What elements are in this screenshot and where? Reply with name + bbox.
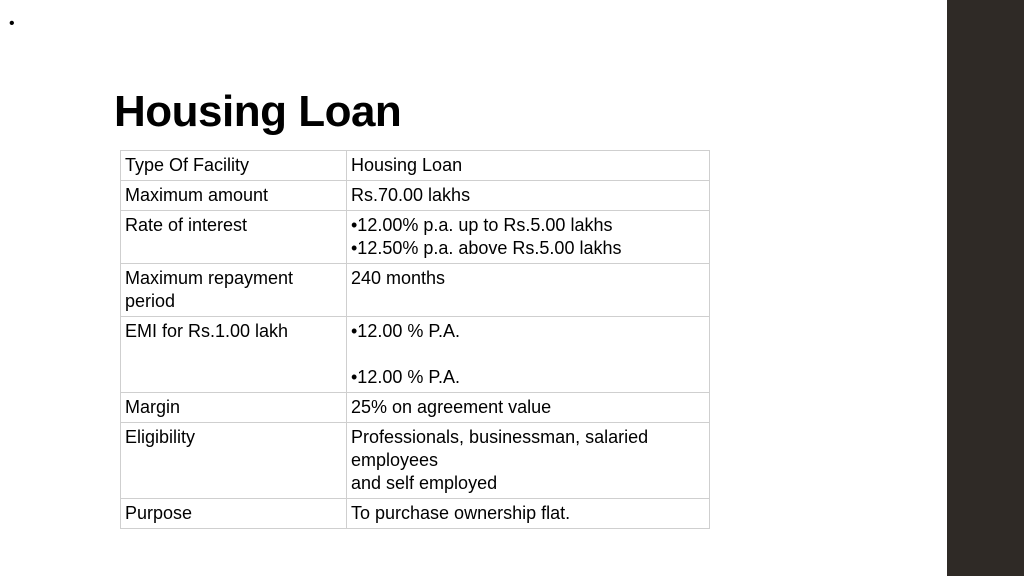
row-value	[347, 423, 710, 499]
value-line: 25% on agreement value	[351, 397, 552, 417]
bullet-dot: •	[9, 15, 15, 32]
value-line: and self employed	[351, 473, 498, 493]
row-value	[347, 499, 710, 529]
decorative-side-bar	[947, 0, 1024, 576]
row-value	[347, 211, 710, 264]
table-row	[121, 264, 710, 317]
slide-title: Housing Loan	[114, 87, 402, 136]
table-row	[121, 393, 710, 423]
value-line: 240 months	[351, 268, 446, 288]
row-value	[347, 151, 710, 181]
table-row	[121, 211, 710, 264]
value-line: Rs.70.00 lakhs	[351, 185, 471, 205]
row-label: Eligibility	[121, 423, 347, 499]
row-label: Maximum amount	[121, 181, 347, 211]
row-label: Margin	[121, 393, 347, 423]
table-row	[121, 317, 710, 393]
value-line: •12.50% p.a. above Rs.5.00 lakhs	[351, 238, 622, 258]
table-row	[121, 423, 710, 499]
row-label: Rate of interest	[121, 211, 347, 264]
value-line	[351, 343, 705, 366]
loan-details-table	[120, 150, 710, 529]
row-value	[347, 317, 710, 393]
row-label: EMI for Rs.1.00 lakh	[121, 317, 347, 393]
value-line: •12.00 % P.A.	[351, 367, 461, 387]
value-line: Professionals, businessman, salaried employees	[351, 427, 649, 470]
value-line: •12.00% p.a. up to Rs.5.00 lakhs	[351, 215, 613, 235]
row-value	[347, 393, 710, 423]
table-row	[121, 499, 710, 529]
value-line: Housing Loan	[351, 155, 463, 175]
row-value	[347, 264, 710, 317]
row-value	[347, 181, 710, 211]
loan-table-body	[121, 151, 710, 529]
row-label: Purpose	[121, 499, 347, 529]
value-line: To purchase ownership flat.	[351, 503, 571, 523]
table-row	[121, 151, 710, 181]
row-label: Maximum repayment period	[121, 264, 347, 317]
table-row	[121, 181, 710, 211]
value-line: •12.00 % P.A.	[351, 321, 461, 341]
row-label: Type Of Facility	[121, 151, 347, 181]
